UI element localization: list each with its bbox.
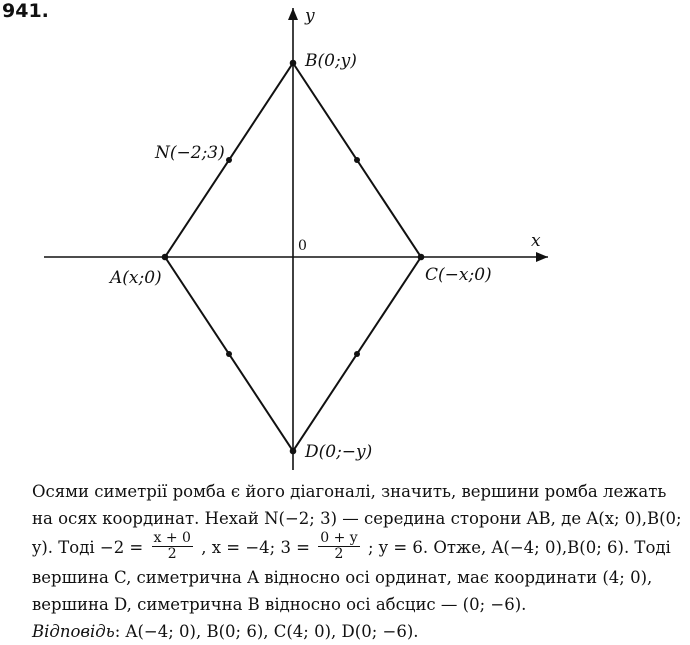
answer-line [32,618,686,645]
vertex-c-point [418,254,425,261]
problem-number: 941. [2,0,49,22]
solution-line-3-b: , x = −4; 3 = [201,538,311,557]
vertex-b-label: B(0;y) [305,51,357,71]
answer-text: : A(−4; 0), B(0; 6), C(4; 0), D(0; −6). [114,622,419,641]
solution-line-3-a: y). Тоді −2 = [32,538,144,557]
fraction-y-numerator: 0 + y [320,530,358,546]
x-axis-arrow [536,252,548,262]
solution-line-4: вершина C, симетрична A відносно осі ординат, має координати (4; 0), [32,568,653,587]
y-axis-arrow [288,8,298,20]
solution-line-3 [32,532,686,564]
x-axis-label: x [531,231,541,251]
vertex-b-point [290,60,297,67]
vertex-a-label: A(x;0) [110,268,162,288]
fraction-x [152,531,193,562]
solution-line-5: вершина D, симетрична B відносно осі абсцис — (0; −6). [32,595,527,614]
vertex-a-point [162,254,169,261]
midpoint-n [226,157,232,163]
y-axis-label: y [305,6,315,26]
solution-text [32,478,686,645]
fraction-y-denominator: 2 [334,546,344,562]
fraction-x-numerator: x + 0 [153,530,191,546]
answer-label: Відповідь [32,622,115,641]
vertex-d-label: D(0;−y) [305,442,373,462]
solution-line-3-c: ; y = 6. Отже, A(−4; 0),B(0; 6). Тоді [367,538,671,557]
midpoint-cd [354,351,360,357]
fraction-x-denominator: 2 [167,546,177,562]
fraction-y [318,531,359,562]
midpoint-ad [226,351,232,357]
origin-label: 0 [298,238,307,254]
solution-line-2: на осях координат. Нехай N(−2; 3) — середина сторони AB, де A(x; 0),B(0; [32,509,682,528]
midpoint-bc [354,157,360,163]
vertex-c-label: C(−x;0) [425,265,492,285]
vertex-n-label: N(−2;3) [155,143,225,163]
vertex-d-point [290,448,297,455]
solution-line-1: Осями симетрії ромба є його діагоналі, значить, вершини ромба лежать [32,482,667,501]
